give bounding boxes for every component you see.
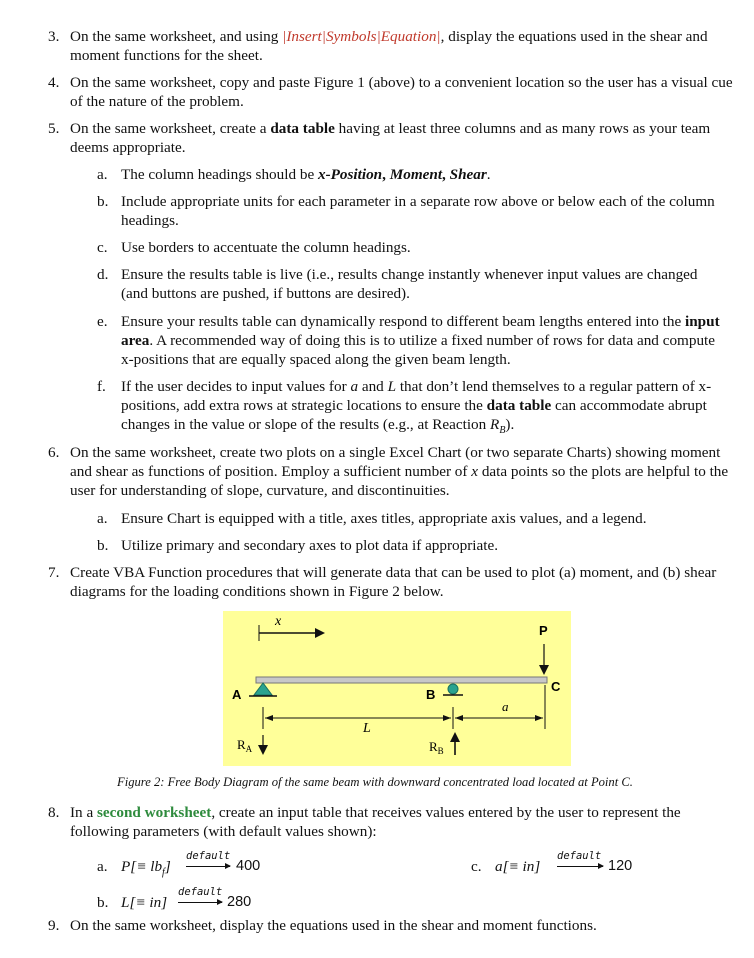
param-letter: a.	[97, 858, 108, 875]
item-number: 3.	[48, 28, 60, 45]
beam	[256, 677, 547, 683]
rb-label: $R_B$	[429, 739, 444, 756]
sub-letter: b.	[97, 537, 109, 554]
figure-caption: Figure 2: Free Body Diagram of the same beam with downward concentrated load located at Point C.	[117, 775, 633, 789]
l-label: L	[363, 721, 371, 736]
param-letter: b.	[97, 894, 109, 911]
param-value: 280	[227, 894, 252, 910]
x-label: x	[275, 614, 282, 629]
default-arrow	[186, 866, 230, 867]
item-text: Create VBA Function procedures that will generate data that can be used to plot (a) moment, and (b) shear diagrams for the loading conditions shown in Figure 2 below.	[70, 564, 717, 600]
a-dim-label: a	[502, 699, 509, 714]
beam-diagram	[223, 611, 571, 766]
sub-text: Include appropriate units for each parameter in a separate row above or below each of the column headings.	[121, 193, 715, 229]
sub-text: Ensure Chart is equipped with a title, axes titles, appropriate axis values, and a legend.	[121, 510, 647, 527]
item-number: 5.	[48, 120, 60, 137]
sub-letter: f.	[97, 378, 106, 395]
point-b-label: B	[426, 687, 436, 702]
load-p-arrowhead	[539, 665, 549, 675]
sub-text: The column headings should be x-Position, Moment, Shear.	[121, 166, 491, 183]
item-number: 8.	[48, 804, 60, 821]
point-c-label: C	[551, 679, 561, 694]
item-text: On the same worksheet, and using |Insert|Symbols|Equation|, display the equations used in the shear and moment functions for the sheet.	[70, 28, 708, 64]
ra-label: $R_A$	[237, 737, 253, 754]
sub-text: Use borders to accentuate the column headings.	[121, 239, 411, 256]
sub-letter: c.	[97, 239, 108, 256]
support-b	[448, 684, 458, 694]
default-arrow	[557, 866, 603, 867]
support-a	[254, 683, 272, 695]
param-value: 400	[236, 858, 261, 874]
param-expr: a[≡ in]	[495, 858, 541, 875]
param-expr: $P[\equiv lb_f]$	[121, 858, 171, 879]
sub-text: Ensure the results table is live (i.e., results change instantly whenever input values are changed (and buttons are pushed, if buttons are desired).	[121, 266, 698, 302]
param-value: 120	[608, 858, 633, 874]
item-text: On the same worksheet, display the equations used in the shear and moment functions.	[70, 917, 597, 934]
item-text: On the same worksheet, create a data table having at least three columns and as many rows as your team deems appropriate.	[70, 120, 711, 156]
sub-letter: a.	[97, 510, 108, 527]
default-label: default	[186, 850, 231, 862]
item-text: On the same worksheet, copy and paste Figure 1 (above) to a convenient location so the user has a visual cue of the nature of the problem.	[70, 74, 733, 110]
item-text: On the same worksheet, create two plots on a single Excel Chart (or two separate Charts) showing moment and shear as functions of position. Employ a sufficient number of x data points so the plots are helpful to the user for understanding of slope, curvature, and discontinuities.	[70, 444, 729, 499]
param-expr: L[≡ in]	[121, 894, 168, 911]
item-number: 9.	[48, 917, 60, 934]
default-label: default	[178, 886, 223, 898]
item-number: 4.	[48, 74, 60, 91]
point-a-label: A	[232, 687, 242, 702]
p-label: P	[539, 623, 548, 638]
item-text: In a second worksheet, create an input table that receives values entered by the user to represent the following parameters (with default values shown):	[70, 804, 681, 840]
sub-letter: a.	[97, 166, 108, 183]
sub-letter: b.	[97, 193, 109, 210]
default-label: default	[557, 850, 602, 862]
item-number: 7.	[48, 564, 60, 581]
default-arrow	[178, 902, 222, 903]
sub-letter: d.	[97, 266, 109, 283]
param-letter: c.	[471, 858, 482, 875]
x-arrowhead	[315, 628, 325, 638]
sub-text: If the user decides to input values for a and L that don’t lend themselves to a regular pattern of x-positions, add extra rows at strategic locations to ensure the data table can accommodate abrupt changes in the value or slope of the results (e.g., at Reaction $R_B$).	[121, 378, 712, 437]
free-body-diagram	[223, 611, 571, 766]
sub-letter: e.	[97, 313, 108, 330]
sub-text: Utilize primary and secondary axes to plot data if appropriate.	[121, 537, 499, 554]
sub-text: Ensure your results table can dynamically respond to different beam lengths entered into the input area. A recommended way of doing this is to utilize a fixed number of rows for data and compute x-positions that are equally spaced along the given beam length.	[121, 313, 720, 368]
item-number: 6.	[48, 444, 60, 461]
equation-menu-path: |Insert|Symbols|Equation|	[282, 28, 441, 45]
